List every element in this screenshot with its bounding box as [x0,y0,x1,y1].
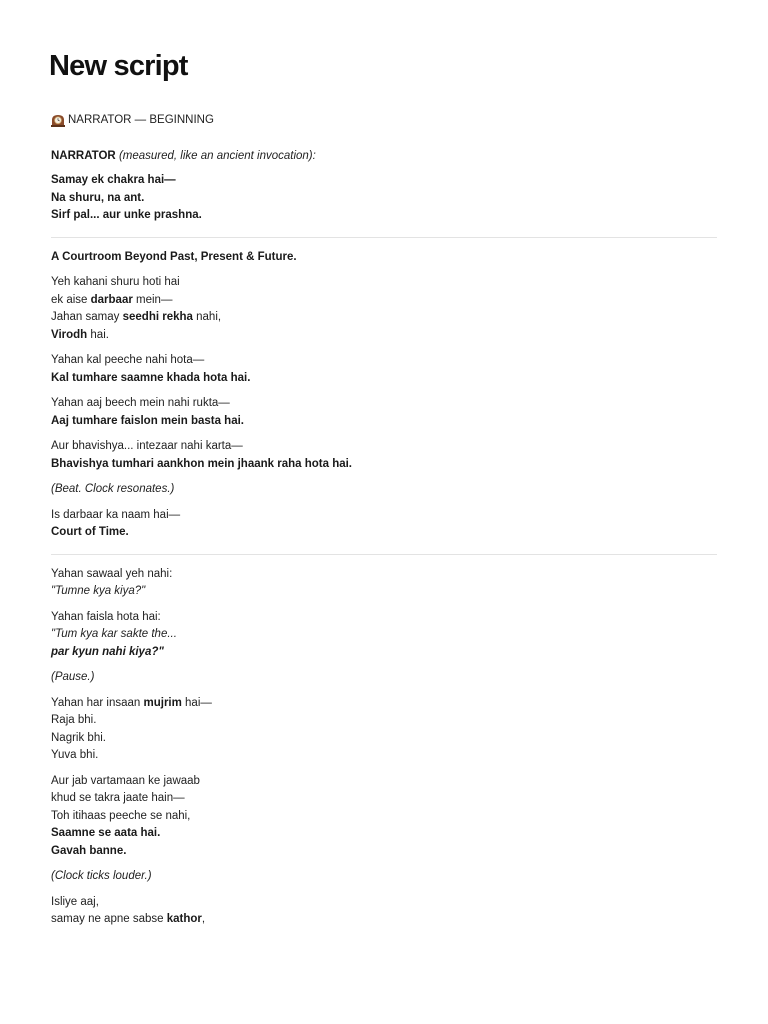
script-line: khud se takra jaate hain— [51,792,185,804]
script-line: Raja bhi. [51,714,97,726]
script-paragraph [51,438,717,473]
script-line: Yahan faisla hota hai: [51,610,161,623]
script-line: Kal tumhare saamne khada hota hai. [51,371,251,384]
script-line: Virodh hai. [51,328,109,341]
courtroom-subtitle: A Courtroom Beyond Past, Present & Future. [51,250,297,263]
script-paragraph [51,695,717,765]
script-line: Aaj tumhare faislon mein basta hai. [51,414,244,427]
stage-direction: (measured, like an ancient invocation): [118,149,316,162]
speaker-name: NARRATOR [51,149,116,162]
script-paragraph [51,894,717,929]
invocation-block [51,172,717,225]
script-line: Bhavishya tumhari aankhon mein jhaank raha hota hai. [51,457,352,470]
script-line: Is darbaar ka naam hai— [51,508,181,521]
script-paragraph [51,609,717,662]
script-paragraph [51,507,717,542]
script-line: Yeh kahani shuru hoti hai [51,276,180,288]
speaker-line [51,148,717,166]
invocation-line: Samay ek chakra hai— [51,174,176,186]
script-line: Yahan aaj beech mein nahi rukta— [51,397,230,409]
script-line: "Tum kya kar sakte the... [51,628,177,640]
script-paragraph [51,352,717,387]
mantel-clock-icon [51,114,65,127]
section-divider [51,554,717,555]
script-line: Aur jab vartamaan ke jawaab [51,774,200,787]
page-title: New script [49,50,188,82]
script-line: samay ne apne sabse kathor, [51,913,206,925]
script-paragraph [51,566,717,601]
script-line: Yuva bhi. [51,749,99,761]
script-line: Toh itihaas peeche se nahi, [51,809,191,822]
script-line: Court of Time. [51,526,129,538]
invocation-line: Sirf pal... aur unke prashna. [51,209,202,221]
script-line: ek aise darbaar mein— [51,293,173,306]
script-line: "Tumne kya kiya?" [51,585,146,597]
script-line: par kyun nahi kiya?" [51,645,164,658]
section-divider [51,237,717,238]
script-line: Jahan samay seedhi rekha nahi, [51,311,222,323]
stage-direction: (Clock ticks louder.) [51,870,152,882]
section-heading [51,112,717,130]
script-line: Gavah banne. [51,844,127,857]
script-line: Saamne se aata hai. [51,827,161,839]
script-line: Aur bhavishya... intezaar nahi karta— [51,440,243,452]
script-line: Nagrik bhi. [51,731,106,744]
invocation-line: Na shuru, na ant. [51,191,145,204]
stage-direction: (Pause.) [51,671,95,683]
section-heading-text: NARRATOR — BEGINNING [68,114,214,126]
script-paragraph [51,773,717,861]
script-paragraph [51,395,717,430]
script-paragraph [51,274,717,344]
script-line: Isliye aaj, [51,895,99,908]
script-line: Yahan kal peeche nahi hota— [51,354,205,366]
script-line: Yahan sawaal yeh nahi: [51,567,173,580]
stage-direction: (Beat. Clock resonates.) [51,483,175,495]
script-line: Yahan har insaan mujrim hai— [51,696,212,709]
script-body [51,112,717,937]
